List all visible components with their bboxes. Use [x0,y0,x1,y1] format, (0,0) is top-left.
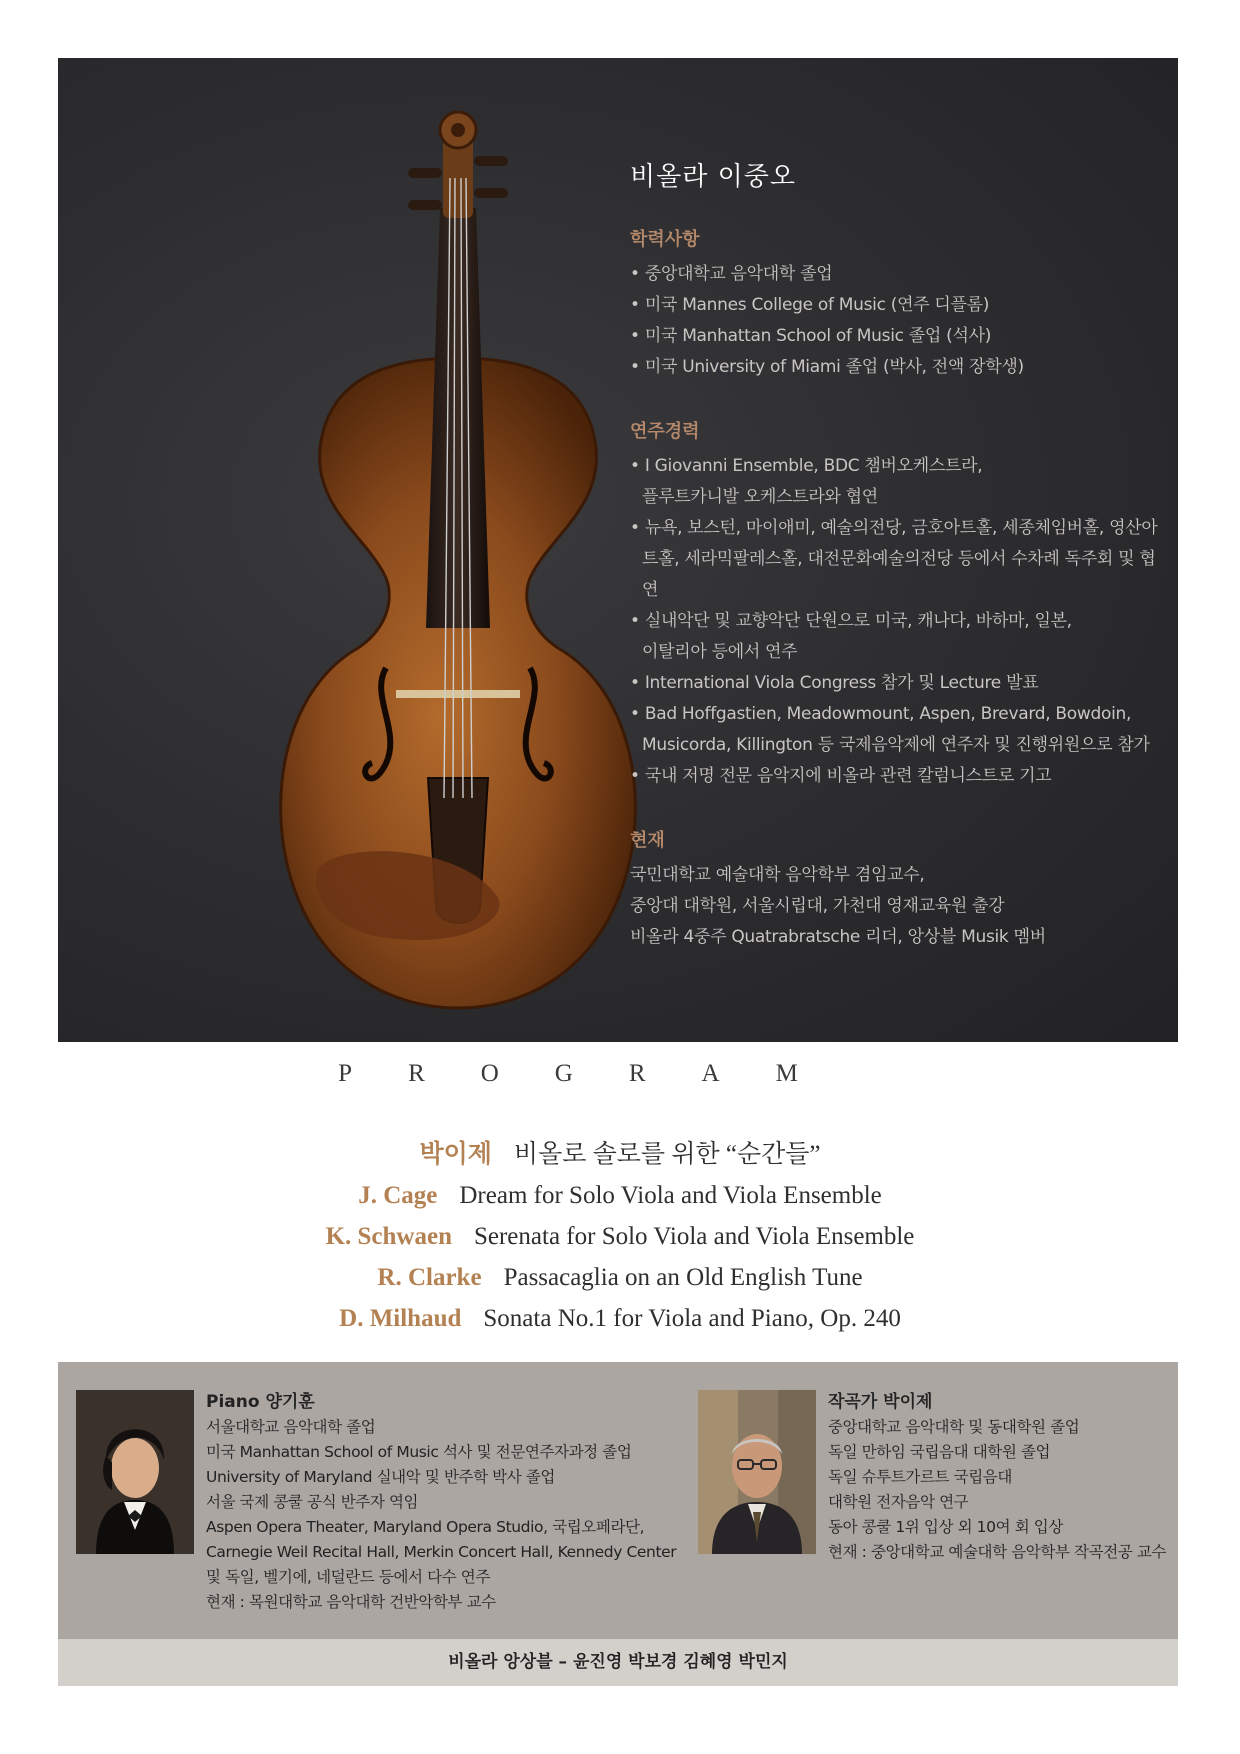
composer-text [828,1390,1240,1565]
list-item: • 뉴욕, 보스턴, 마이애미, 예술의전당, 금호아트홀, 세종체임버홀, 영산아트홀, 세라믹팔레스홀, 대전문화예술의전당 등에서 수차례 독주회 및 협연 [630,513,1170,606]
performers-panel [58,1362,1178,1639]
program-item [0,1216,1240,1257]
bio-line: 중앙대학교 음악대학 및 동대학원 졸업 [828,1418,1080,1436]
list-item: • Bad Hoffgastien, Meadowmount, Aspen, Brevard, Bowdoin, Musicorda, Killington 등 국제음악제에 연주자 및 진행위원으로 참가 [630,699,1170,761]
pianist-title: Piano 양기훈 [206,1392,315,1412]
program-item [0,1175,1240,1216]
list-item: • I Giovanni Ensemble, BDC 챔버오케스트라, 플루트카니발 오케스트라와 협연 [630,451,1002,513]
list-item: • 미국 Manhattan School of Music 졸업 (석사) [630,321,1170,352]
program-item [0,1298,1240,1339]
education-heading: 학력사항 [630,229,700,250]
bio-line: Carnegie Weil Recital Hall, Merkin Concert Hall, Kennedy Center [206,1543,677,1561]
composer-photo [698,1390,816,1554]
bio-line: University of Maryland 실내악 및 반주학 박사 졸업 [206,1468,556,1486]
pianist-text [206,1390,676,1615]
bio-line: Aspen Opera Theater, Maryland Opera Studio, 국립오페라단, [206,1518,645,1536]
program-list [0,1134,1240,1339]
list-item: • International Viola Congress 참가 및 Lecture 발표 [630,668,1170,699]
career-list [630,451,1170,792]
program-title: PROGRAM [338,1060,854,1087]
composer-name: D. Milhaud [339,1305,462,1332]
work-title: Sonata No.1 for Viola and Piano, Op. 240 [483,1305,901,1332]
composer-name: J. Cage [358,1182,438,1209]
bio-line: 서울 국제 콩쿨 공식 반주자 역임 [206,1493,419,1511]
composer-name: 박이제 [419,1141,492,1168]
bio-line: 현재 : 중앙대학교 예술대학 음악학부 작곡전공 교수 [828,1543,1167,1561]
bio-line: 동아 콩쿨 1위 입상 외 10여 회 입상 [828,1518,1063,1536]
program-item [0,1134,1240,1175]
list-item: • 실내악단 및 교향악단 단원으로 미국, 캐나다, 바하마, 일본, 이탈리아 등에서 연주 [630,606,1072,668]
viola-image [268,108,648,1042]
violist-bio [630,156,1170,953]
list-item: 국민대학교 예술대학 음악학부 겸임교수, [630,865,925,885]
list-item: • 중앙대학교 음악대학 졸업 [630,259,1170,290]
work-title: Serenata for Solo Viola and Viola Ensemble [473,1223,915,1250]
education-list [630,259,1170,383]
bio-line: 현재 : 목원대학교 음악대학 건반악학부 교수 [206,1593,496,1611]
ensemble-members: 비올라 앙상블 – 윤진영 박보경 김혜영 박민지 [58,1639,1178,1686]
bio-line: 독일 슈투트가르트 국립음대 [828,1468,1012,1486]
current-heading: 현재 [630,830,665,851]
work-title: Passacaglia on an Old English Tune [503,1264,863,1291]
violist-name: 비올라 이중오 [630,162,796,192]
work-title: 비올로 솔로를 위한 “순간들” [513,1141,821,1168]
composer-name: K. Schwaen [325,1223,452,1250]
bio-line: 대학원 전자음악 연구 [828,1493,969,1511]
work-title: Dream for Solo Viola and Viola Ensemble [459,1182,882,1209]
current-list [630,860,1170,953]
pianist-photo [76,1390,194,1554]
composer-name: R. Clarke [377,1264,482,1291]
composer-title: 작곡가 박이제 [828,1392,933,1412]
bio-line: 및 독일, 벨기에, 네덜란드 등에서 다수 연주 [206,1568,490,1586]
list-item: 중앙대 대학원, 서울시립대, 가천대 영재교육원 출강 [630,896,1005,916]
bio-line: 독일 만하임 국립음대 대학원 졸업 [828,1443,1051,1461]
list-item: • 미국 University of Miami 졸업 (박사, 전액 장학생) [630,352,1170,383]
list-item: 비올라 4중주 Quatrabratsche 리더, 앙상블 Musik 멤버 [630,927,1046,947]
list-item: • 국내 저명 전문 음악지에 비올라 관련 칼럼니스트로 기고 [630,761,1170,792]
program-item [0,1257,1240,1298]
bio-line: 미국 Manhattan School of Music 석사 및 전문연주자과정 졸업 [206,1443,632,1461]
hero-panel [58,58,1178,1042]
career-heading: 연주경력 [630,421,700,442]
bio-line: 서울대학교 음악대학 졸업 [206,1418,376,1436]
list-item: • 미국 Mannes College of Music (연주 디플롬) [630,290,1170,321]
